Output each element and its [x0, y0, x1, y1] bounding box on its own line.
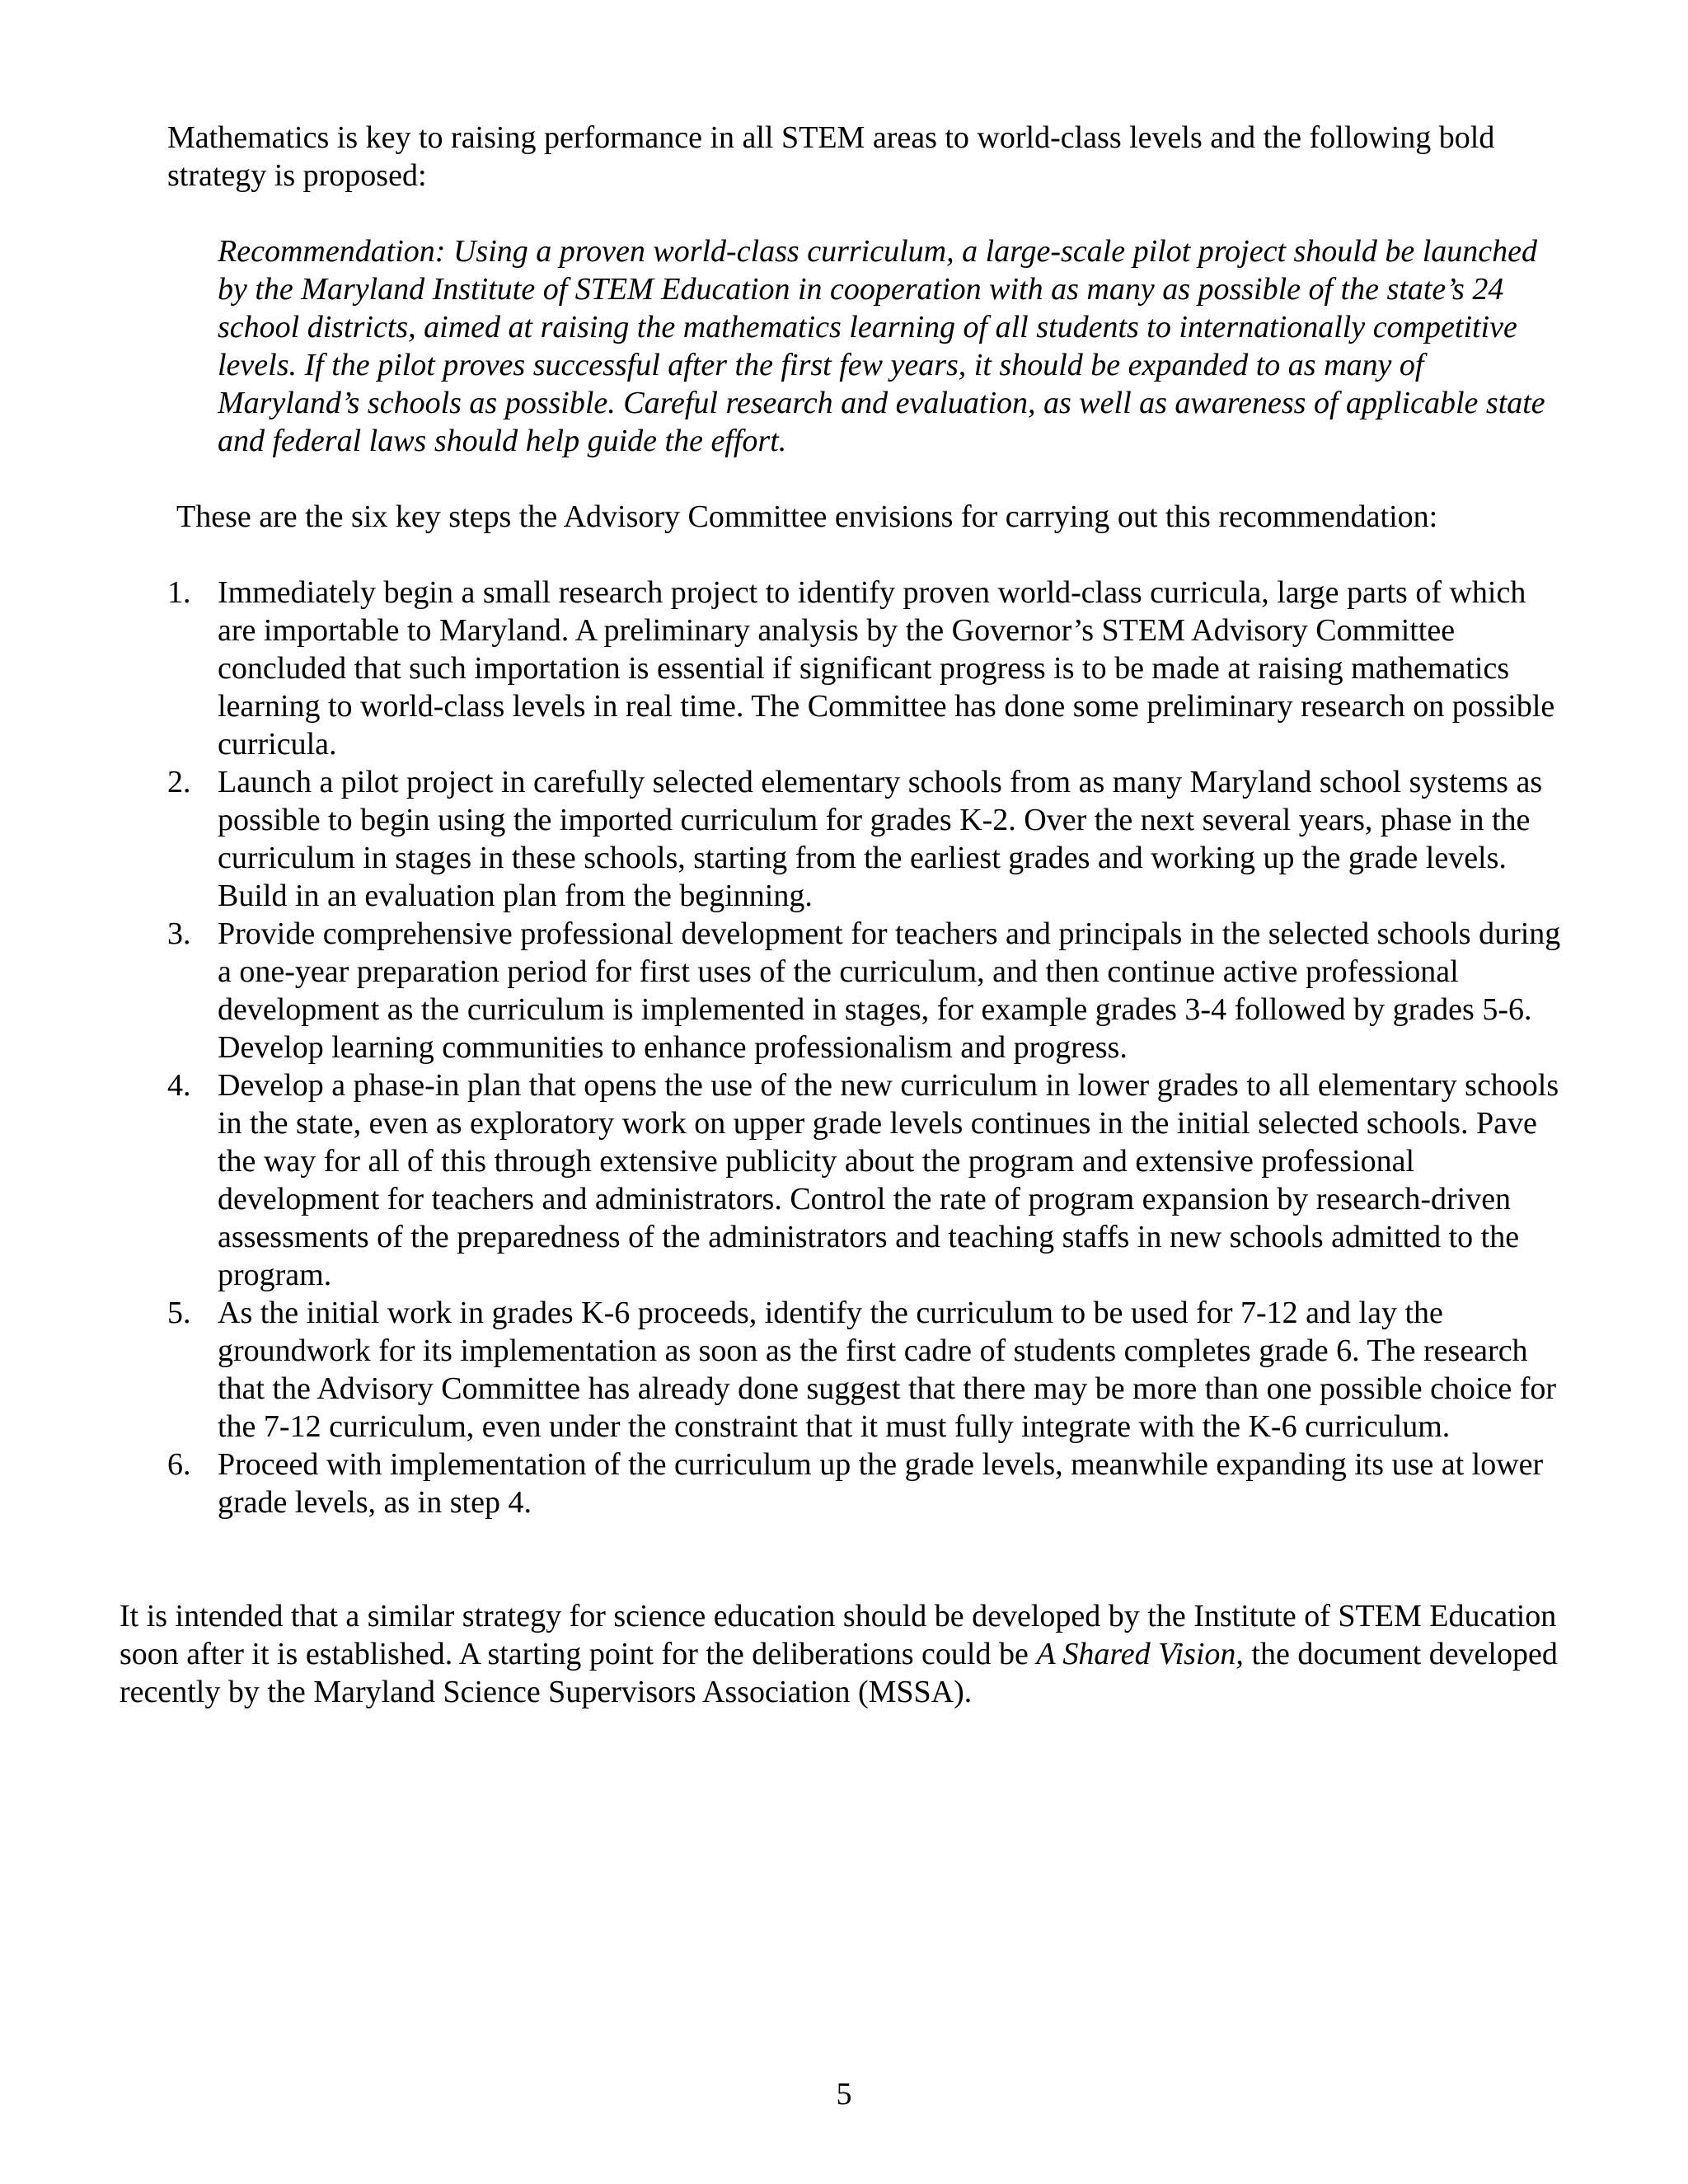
recommendation-paragraph: Recommendation: Using a proven world-class curriculum, a large-scale pilot project should be launched by the Maryland Institute of STEM Education in cooperation with as many as possible of the state’s 24 school districts, aimed at raising the mathematics learning of all students to internationally competitive levels. If the pilot proves successful after the first few years, it should be expanded to as many of Maryland’s schools as possible. Careful research and evaluation, as well as awareness of applicable state and federal laws should help guide the effort.	[218, 234, 1545, 458]
step-number: 3.	[167, 916, 191, 951]
closing-text-before: It is intended that a similar strategy for science education should be developed by the Institute of STEM Education soon after it is established. A starting point for the deliberations could be	[120, 1599, 1557, 1671]
step-text: Immediately begin a small research project to identify proven world-class curricula, large parts of which are importable to Maryland. A preliminary analysis by the Governor’s STEM Advisory Committee concluded that such importation is essential if significant progress is to be made at raising mathematics learning to world-class levels in real time. The Committee has done some preliminary research on possible curricula.	[218, 575, 1555, 762]
document-title-reference: A Shared Vision,	[1036, 1637, 1244, 1671]
steps-intro-paragraph: These are the six key steps the Advisory Committee envisions for carrying out this recommendation:	[176, 499, 1438, 534]
step-text: Provide comprehensive professional development for teachers and principals in the selected schools during a one-year preparation period for first uses of the curriculum, and then continue active professional development as the curriculum is implemented in stages, for example grades 3-4 followed by grades 5-6. Develop learning communities to enhance professionalism and progress.	[218, 916, 1561, 1065]
step-text: Proceed with implementation of the curriculum up the grade levels, meanwhile expanding its use at lower grade levels, as in step 4.	[218, 1447, 1544, 1520]
step-number: 6.	[167, 1447, 191, 1482]
closing-paragraph	[120, 1597, 1570, 1711]
list-item	[167, 763, 1568, 915]
intro-paragraph: Mathematics is key to raising performance in all STEM areas to world-class levels and the following bold strategy is proposed:	[167, 120, 1495, 193]
list-item	[167, 1066, 1568, 1294]
step-number: 5.	[167, 1296, 191, 1330]
list-item	[167, 1294, 1568, 1446]
step-text: As the initial work in grades K-6 proceeds, identify the curriculum to be used for 7-12 and lay the groundwork for its implementation as soon as the first cadre of students completes grade 6. The research that the Advisory Committee has already done suggest that there may be more than one possible choice for the 7-12 curriculum, even under the constraint that it must fully integrate with the K-6 curriculum.	[218, 1296, 1557, 1444]
list-item	[167, 1446, 1568, 1521]
page-number: 5	[836, 2077, 852, 2111]
step-number: 4.	[167, 1068, 191, 1103]
closing-text-after: the document developed recently by the Maryland Science Supervisors Association (MSSA).	[120, 1637, 1558, 1709]
list-item	[167, 915, 1568, 1066]
steps-list	[167, 574, 1568, 1521]
step-text: Develop a phase-in plan that opens the use of the new curriculum in lower grades to all elementary schools in the state, even as exploratory work on upper grade levels continues in the initial selected schools. Pave the way for all of this through extensive publicity about the program and extensive professional development for teachers and administrators. Control the rate of program expansion by research-driven assessments of the preparedness of the administrators and teaching staffs in new schools admitted to the program.	[218, 1068, 1559, 1292]
step-number: 2.	[167, 765, 191, 799]
step-number: 1.	[167, 575, 191, 610]
step-text: Launch a pilot project in carefully selected elementary schools from as many Maryland school systems as possible to begin using the imported curriculum for grades K-2. Over the next several years, phase in the curriculum in stages in these schools, starting from the earliest grades and working up the grade levels. Build in an evaluation plan from the beginning.	[218, 765, 1543, 913]
list-item	[167, 574, 1568, 763]
